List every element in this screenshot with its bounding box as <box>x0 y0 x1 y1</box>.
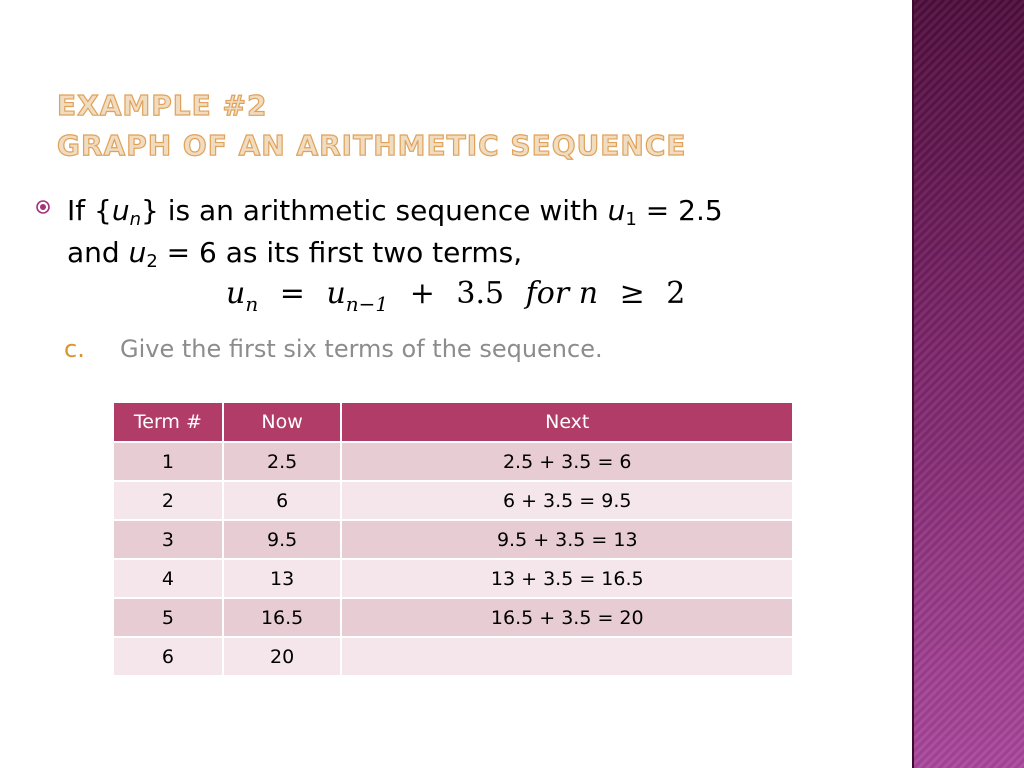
sequence-variable: u <box>111 194 130 227</box>
slide-title-line-2: GRAPH OF AN ARITHMETIC SEQUENCE <box>57 129 687 162</box>
first-term-value: = 2.5 <box>636 194 723 227</box>
second-term-variable: u <box>128 236 147 269</box>
cell-next: 6 + 3.5 = 9.5 <box>341 481 793 520</box>
table-row <box>113 442 793 481</box>
table-row <box>113 598 793 637</box>
header-next: Next <box>341 402 793 442</box>
first-term-subscript: 1 <box>625 209 637 230</box>
cell-now: 20 <box>223 637 342 676</box>
formula-rhs-sub: n−1 <box>345 292 389 316</box>
header-now: Now <box>223 402 342 442</box>
formula-condition: for n <box>525 276 599 311</box>
sequence-index: n <box>129 209 142 230</box>
bullet-text-part-2: } is an arithmetic sequence with <box>141 194 608 227</box>
bullet-text-part-1: If { <box>67 194 112 227</box>
cell-now: 13 <box>223 559 342 598</box>
table-row <box>113 637 793 676</box>
cell-now: 2.5 <box>223 442 342 481</box>
cell-term: 4 <box>113 559 223 598</box>
formula-constant: 3.5 <box>456 276 505 311</box>
cell-term: 5 <box>113 598 223 637</box>
cell-now: 9.5 <box>223 520 342 559</box>
table-row <box>113 481 793 520</box>
recursive-formula <box>226 276 686 316</box>
formula-equals: = <box>279 276 305 311</box>
formula-plus: + <box>409 276 435 311</box>
table-row <box>113 559 793 598</box>
table-row <box>113 520 793 559</box>
cell-next: 13 + 3.5 = 16.5 <box>341 559 793 598</box>
terms-table <box>112 401 794 677</box>
formula-bound: 2 <box>666 276 686 311</box>
subitem-c <box>64 332 603 366</box>
bullet-text <box>67 190 856 274</box>
bullet-text-part-5: = 6 as its first two terms, <box>157 236 523 269</box>
side-band-edge <box>912 0 914 768</box>
cell-term: 3 <box>113 520 223 559</box>
second-term-subscript: 2 <box>146 251 158 272</box>
slide-title-line-1: EXAMPLE #2 <box>57 89 268 122</box>
formula-lhs-sub: n <box>245 292 259 316</box>
circle-bullet-icon <box>36 200 50 214</box>
cell-term: 6 <box>113 637 223 676</box>
formula-lhs-var: u <box>226 276 246 311</box>
table-header-row <box>113 402 793 442</box>
cell-next: 9.5 + 3.5 = 13 <box>341 520 793 559</box>
cell-next <box>341 637 793 676</box>
bullet-item <box>36 190 856 274</box>
cell-next: 16.5 + 3.5 = 20 <box>341 598 793 637</box>
bullet-text-part-4: and <box>67 236 129 269</box>
decorative-side-band <box>912 0 1024 768</box>
cell-term: 1 <box>113 442 223 481</box>
subitem-marker: c. <box>64 335 85 363</box>
cell-term: 2 <box>113 481 223 520</box>
cell-now: 6 <box>223 481 342 520</box>
cell-next: 2.5 + 3.5 = 6 <box>341 442 793 481</box>
formula-geq: ≥ <box>619 276 645 311</box>
formula-rhs-var: u <box>326 276 346 311</box>
slide-title <box>57 86 877 166</box>
cell-now: 16.5 <box>223 598 342 637</box>
subitem-text: Give the first six terms of the sequence. <box>120 335 603 363</box>
header-term-number: Term # <box>113 402 223 442</box>
first-term-variable: u <box>607 194 626 227</box>
